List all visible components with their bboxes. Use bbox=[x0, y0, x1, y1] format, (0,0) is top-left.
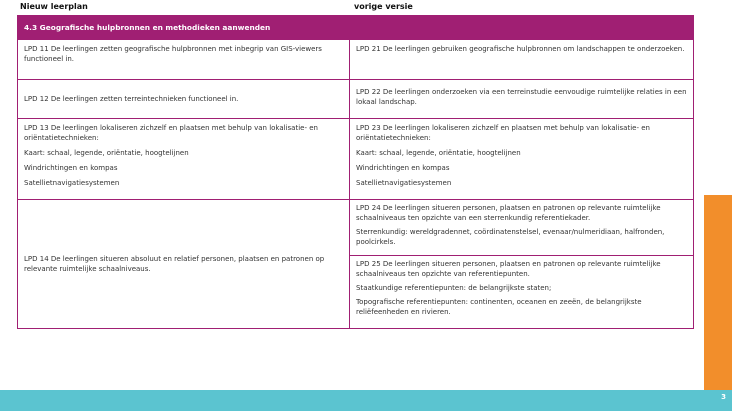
cell-text: Kaart: schaal, legende, oriëntatie, hoogtelijnen bbox=[356, 149, 521, 157]
cell-new bbox=[18, 200, 350, 328]
cell-text: Kaart: schaal, legende, oriëntatie, hoogtelijnen bbox=[24, 149, 189, 157]
table-row bbox=[18, 118, 693, 199]
orange-accent-bar bbox=[704, 195, 732, 390]
cell-text: Satellietnavigatiesystemen bbox=[356, 179, 452, 187]
table-row bbox=[18, 199, 693, 328]
cell-text: LPD 23 De leerlingen lokaliseren zichzelf en plaatsen met behulp van lokalisatie- en oriëntatietechnieken: bbox=[356, 124, 650, 142]
footer-bar bbox=[0, 390, 732, 411]
cell-text: Topografische referentiepunten: continenten, oceanen en zeeën, de belangrijkste reliëfeenheden en rivieren. bbox=[356, 298, 642, 316]
column-header-previous: vorige versie bbox=[354, 2, 413, 11]
cell-text: LPD 14 De leerlingen situeren absoluut en relatief personen, plaatsen en patronen op relevante ruimtelijke schaalniveaus. bbox=[24, 255, 325, 273]
cell-new bbox=[18, 40, 350, 79]
cell-text: LPD 22 De leerlingen onderzoeken via een terreinstudie eenvoudige ruimtelijke relaties in een lokaal landschap. bbox=[356, 88, 687, 106]
cell-previous bbox=[350, 200, 693, 328]
cell-previous bbox=[350, 40, 693, 79]
cell-text: LPD 24 De leerlingen situeren personen, plaatsen en patronen op relevante ruimtelijke schaalniveaus ten opzichte van een sterrenkundig referentiekader. bbox=[356, 204, 661, 222]
table-row bbox=[18, 39, 693, 79]
cell-previous bbox=[350, 80, 693, 118]
sub-row bbox=[350, 200, 693, 255]
cell-text: Windrichtingen en kompas bbox=[356, 164, 450, 172]
page-number: 3 bbox=[721, 393, 726, 401]
curriculum-table bbox=[17, 15, 694, 329]
section-title: 4.3 Geografische hulpbronnen en methodieken aanwenden bbox=[18, 16, 693, 39]
column-header-new: Nieuw leerplan bbox=[20, 2, 88, 11]
cell-text: LPD 12 De leerlingen zetten terreintechnieken functioneel in. bbox=[24, 95, 239, 103]
cell-text: LPD 21 De leerlingen gebruiken geografische hulpbronnen om landschappen te onderzoeken. bbox=[356, 45, 685, 53]
cell-text: Sterrenkundig: wereldgradennet, coördinatenstelsel, evenaar/nulmeridiaan, halfronden, poolcirkels. bbox=[356, 228, 665, 246]
cell-new bbox=[18, 80, 350, 118]
cell-previous bbox=[350, 119, 693, 199]
sub-row bbox=[350, 255, 693, 320]
cell-text: LPD 13 De leerlingen lokaliseren zichzelf en plaatsen met behulp van lokalisatie- en oriëntatietechnieken: bbox=[24, 124, 318, 142]
cell-text: Windrichtingen en kompas bbox=[24, 164, 118, 172]
cell-text: Satellietnavigatiesystemen bbox=[24, 179, 120, 187]
cell-text: LPD 25 De leerlingen situeren personen, plaatsen en patronen op relevante ruimtelijke schaalniveaus ten opzichte van referentiepunten. bbox=[356, 260, 661, 278]
cell-new bbox=[18, 119, 350, 199]
table-row bbox=[18, 79, 693, 118]
cell-text: Staatkundige referentiepunten: de belangrijkste staten; bbox=[356, 284, 552, 292]
cell-text: LPD 11 De leerlingen zetten geografische hulpbronnen met inbegrip van GIS-viewers functioneel in. bbox=[24, 45, 322, 63]
